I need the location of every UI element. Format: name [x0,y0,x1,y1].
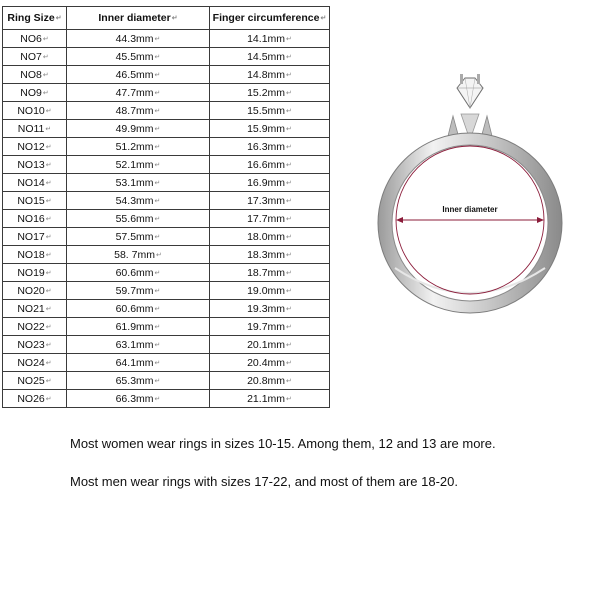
table-body [3,30,330,408]
ring-size-cell: NO25↵ [3,372,67,390]
header-ring-size: Ring Size↵ [3,7,67,30]
finger-circumference-cell: 14.5mm↵ [210,48,330,66]
inner-diameter-cell: 55.6mm↵ [67,210,210,228]
finger-circumference-cell: 19.0mm↵ [210,282,330,300]
header-finger-circumference: Finger circumference↵ [210,7,330,30]
finger-circumference-cell: 20.1mm↵ [210,336,330,354]
table-row [3,156,330,174]
table-row [3,318,330,336]
finger-circumference-cell: 15.9mm↵ [210,120,330,138]
ring-size-cell: NO14↵ [3,174,67,192]
inner-diameter-cell: 53.1mm↵ [67,174,210,192]
finger-circumference-cell: 19.3mm↵ [210,300,330,318]
table-row [3,228,330,246]
inner-diameter-cell: 63.1mm↵ [67,336,210,354]
ring-size-cell: NO17↵ [3,228,67,246]
ring-size-cell: NO10↵ [3,102,67,120]
finger-circumference-cell: 16.6mm↵ [210,156,330,174]
finger-circumference-cell: 18.3mm↵ [210,246,330,264]
inner-diameter-cell: 59.7mm↵ [67,282,210,300]
table-row [3,174,330,192]
inner-diameter-label: Inner diameter [442,205,498,214]
finger-circumference-cell: 16.3mm↵ [210,138,330,156]
header-inner-diameter: Inner diameter↵ [67,7,210,30]
inner-diameter-cell: 61.9mm↵ [67,318,210,336]
finger-circumference-cell: 14.1mm↵ [210,30,330,48]
ring-size-cell: NO20↵ [3,282,67,300]
inner-diameter-cell: 46.5mm↵ [67,66,210,84]
women-size-note: Most women wear rings in sizes 10-15. Among them, 12 and 13 are more. [70,436,496,451]
table-row [3,246,330,264]
ring-size-cell: NO23↵ [3,336,67,354]
finger-circumference-cell: 20.4mm↵ [210,354,330,372]
inner-diameter-cell: 60.6mm↵ [67,264,210,282]
finger-circumference-cell: 19.7mm↵ [210,318,330,336]
inner-diameter-cell: 57.5mm↵ [67,228,210,246]
ring-size-cell: NO26↵ [3,390,67,408]
diamond [457,74,483,108]
ring-size-cell: NO19↵ [3,264,67,282]
inner-diameter-cell: 44.3mm↵ [67,30,210,48]
ring-size-cell: NO13↵ [3,156,67,174]
table-row [3,336,330,354]
table-row [3,66,330,84]
table-row [3,48,330,66]
table-row [3,102,330,120]
table-row [3,210,330,228]
inner-diameter-cell: 58. 7mm↵ [67,246,210,264]
table-row [3,390,330,408]
ring-size-cell: NO6↵ [3,30,67,48]
table-row [3,84,330,102]
ring-size-cell: NO16↵ [3,210,67,228]
ring-size-cell: NO8↵ [3,66,67,84]
finger-circumference-cell: 14.8mm↵ [210,66,330,84]
ring-size-cell: NO21↵ [3,300,67,318]
ring-size-cell: NO9↵ [3,84,67,102]
table-row [3,138,330,156]
finger-circumference-cell: 20.8mm↵ [210,372,330,390]
finger-circumference-cell: 17.7mm↵ [210,210,330,228]
ring-size-cell: NO24↵ [3,354,67,372]
finger-circumference-cell: 21.1mm↵ [210,390,330,408]
table-row [3,120,330,138]
table-row [3,354,330,372]
ring-size-table [2,6,330,408]
inner-diameter-cell: 65.3mm↵ [67,372,210,390]
inner-diameter-cell: 47.7mm↵ [67,84,210,102]
table-header-row [3,7,330,30]
finger-circumference-cell: 16.9mm↵ [210,174,330,192]
table-row [3,282,330,300]
ring-size-cell: NO15↵ [3,192,67,210]
finger-circumference-cell: 18.0mm↵ [210,228,330,246]
men-size-note: Most men wear rings with sizes 17-22, and most of them are 18-20. [70,474,459,489]
finger-circumference-cell: 18.7mm↵ [210,264,330,282]
ring-size-cell: NO22↵ [3,318,67,336]
ring-band [378,133,562,313]
table-row [3,30,330,48]
inner-diameter-cell: 54.3mm↵ [67,192,210,210]
inner-diameter-cell: 60.6mm↵ [67,300,210,318]
ring-size-cell: NO11↵ [3,120,67,138]
ring-size-cell: NO12↵ [3,138,67,156]
table-row [3,192,330,210]
ring-size-cell: NO7↵ [3,48,67,66]
inner-diameter-cell: 52.1mm↵ [67,156,210,174]
table-row [3,372,330,390]
table-row [3,300,330,318]
table-row [3,264,330,282]
inner-diameter-cell: 48.7mm↵ [67,102,210,120]
finger-circumference-cell: 15.2mm↵ [210,84,330,102]
ring-illustration [365,68,575,328]
inner-diameter-cell: 64.1mm↵ [67,354,210,372]
ring-size-cell: NO18↵ [3,246,67,264]
inner-diameter-cell: 49.9mm↵ [67,120,210,138]
finger-circumference-cell: 17.3mm↵ [210,192,330,210]
finger-circumference-cell: 15.5mm↵ [210,102,330,120]
inner-diameter-cell: 51.2mm↵ [67,138,210,156]
inner-diameter-cell: 66.3mm↵ [67,390,210,408]
inner-diameter-cell: 45.5mm↵ [67,48,210,66]
